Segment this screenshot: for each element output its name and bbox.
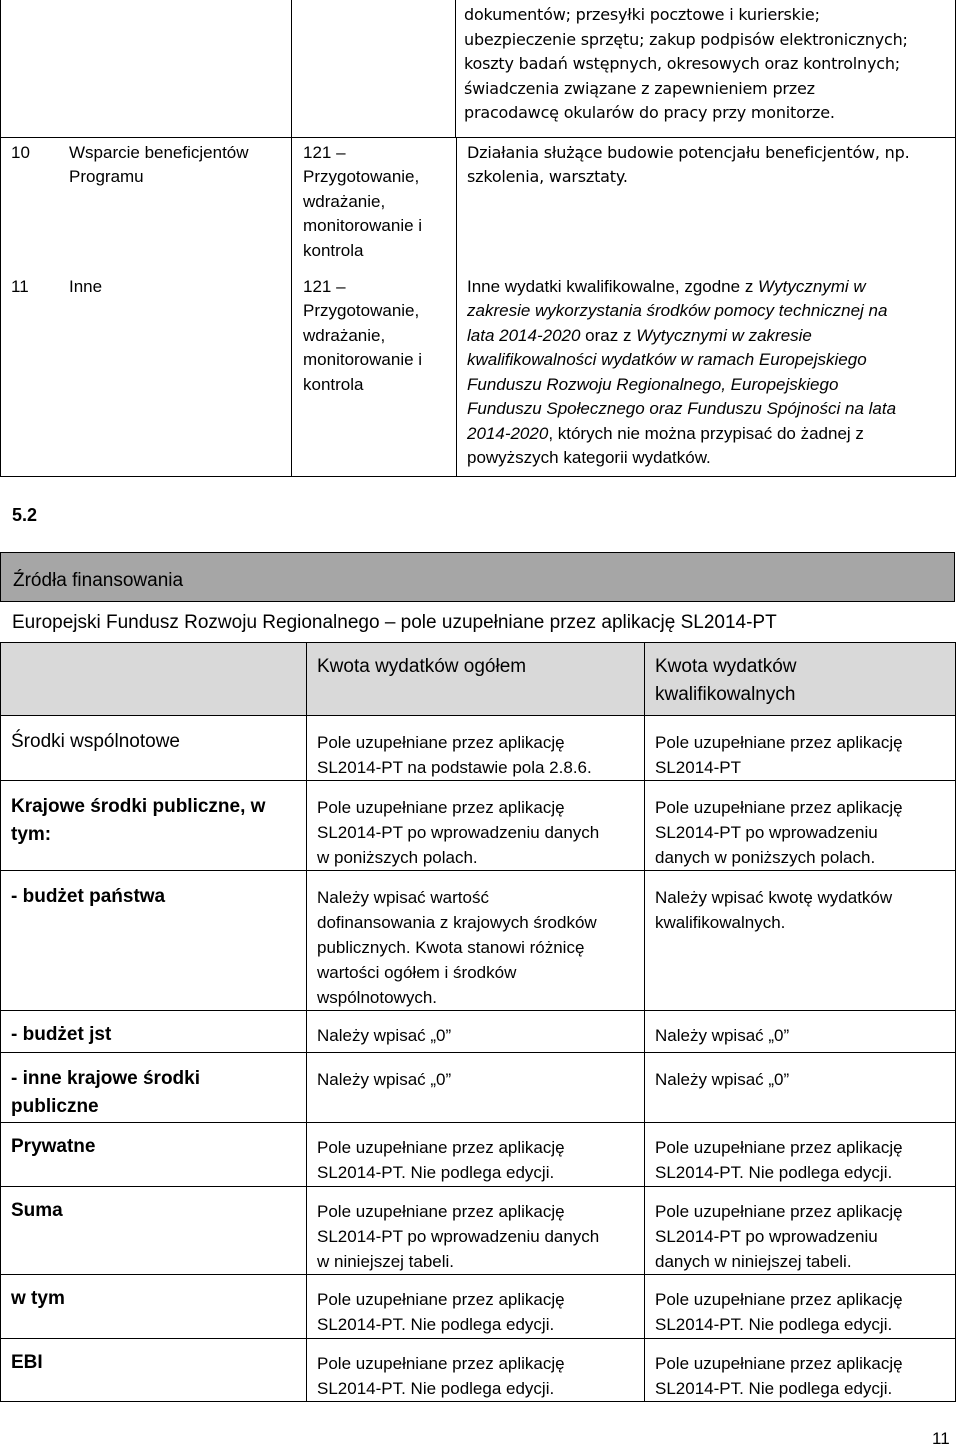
total-amount-note: Pole uzupełniane przez aplikację SL2014-PT. Nie podlega edycji. bbox=[307, 1339, 645, 1402]
eligible-amount-note: Pole uzupełniane przez aplikację SL2014-PT bbox=[645, 716, 956, 781]
row-label: Suma bbox=[1, 1187, 307, 1275]
total-amount-note: Pole uzupełniane przez aplikację SL2014-PT na podstawie pola 2.8.6. bbox=[307, 716, 645, 781]
total-amount-note: Pole uzupełniane przez aplikację SL2014-PT po wprowadzeniu danych w niniejszej tabeli. bbox=[307, 1187, 645, 1275]
category-name: Inne bbox=[69, 276, 103, 296]
funding-row bbox=[1, 716, 956, 781]
eligible-amount-note: Pole uzupełniane przez aplikację SL2014-PT po wprowadzeniu danych w niniejszej tabeli. bbox=[645, 1187, 956, 1275]
row-number: 10 bbox=[11, 142, 30, 162]
eligible-amount-note: Pole uzupełniane przez aplikację SL2014-PT. Nie podlega edycji. bbox=[645, 1123, 956, 1187]
header-blank bbox=[1, 643, 307, 716]
funding-sources-bar bbox=[0, 552, 955, 602]
row-label: w tym bbox=[1, 1275, 307, 1339]
total-amount-note: Należy wpisać „0” bbox=[307, 1011, 645, 1053]
funding-row bbox=[1, 1011, 956, 1053]
fund-line: Europejski Fundusz Rozwoju Regionalnego – pole uzupełniane przez aplikację SL2014-PT bbox=[12, 612, 777, 633]
total-amount-note: Należy wpisać „0” bbox=[307, 1053, 645, 1123]
header-eligible: Kwota wydatków kwalifikowalnych bbox=[645, 643, 956, 716]
funding-rows bbox=[1, 716, 956, 1402]
section-number: 5.2 bbox=[12, 505, 38, 525]
intervention-code: 121 – Przygotowanie, wdrażanie, monitorowanie i kontrola bbox=[303, 142, 423, 260]
row-label: Krajowe środki publiczne, w tym: bbox=[1, 781, 307, 871]
row-number: 11 bbox=[11, 276, 29, 296]
row-label: - budżet państwa bbox=[1, 871, 307, 1011]
funding-row bbox=[1, 1123, 956, 1187]
eligible-amount-note: Pole uzupełniane przez aplikację SL2014-PT po wprowadzeniu danych w poniższych polach. bbox=[645, 781, 956, 871]
assistance-categories-table bbox=[0, 0, 956, 477]
total-amount-note: Pole uzupełniane przez aplikację SL2014-PT. Nie podlega edycji. bbox=[307, 1123, 645, 1187]
continued-cell-left bbox=[1, 0, 292, 137]
continued-description-cell bbox=[456, 0, 956, 137]
funding-row bbox=[1, 1275, 956, 1339]
category-rows bbox=[1, 137, 956, 476]
funding-row bbox=[1, 1339, 956, 1402]
funding-sources-table bbox=[0, 642, 956, 1402]
eligible-amount-note: Należy wpisać kwotę wydatków kwalifikowalnych. bbox=[645, 871, 956, 1011]
funding-row bbox=[1, 1053, 956, 1123]
row-label: Środki wspólnotowe bbox=[1, 716, 307, 781]
row-label: - budżet jst bbox=[1, 1011, 307, 1053]
category-description: Inne wydatki kwalifikowalne, zgodne z Wytycznymi w zakresie wykorzystania środków pomocy technicznej na lata 2014-2020 oraz z Wytycznymi w zakresie kwalifikowalności wydatków w ramach Europejskiego Funduszu Rozwoju Regionalnego, Europejskiego Funduszu Społecznego oraz Funduszu Spójności na lata 2014-2020, których nie można przypisać do żadnej z powyższych kategorii wydatków. bbox=[467, 276, 897, 467]
eligible-amount-note: Pole uzupełniane przez aplikację SL2014-PT. Nie podlega edycji. bbox=[645, 1339, 956, 1402]
category-description: Działania służące budowie potencjału beneficjentów, np. szkolenia, warsztaty. bbox=[467, 142, 910, 186]
total-amount-note: Pole uzupełniane przez aplikację SL2014-PT. Nie podlega edycji. bbox=[307, 1275, 645, 1339]
row-label: EBI bbox=[1, 1339, 307, 1402]
funding-sources-title: Źródła finansowania bbox=[13, 570, 184, 591]
row-label: - inne krajowe środki publiczne bbox=[1, 1053, 307, 1123]
header-total: Kwota wydatków ogółem bbox=[307, 643, 645, 716]
continued-cell-mid bbox=[292, 0, 456, 137]
total-amount-note: Pole uzupełniane przez aplikację SL2014-PT po wprowadzeniu danych w poniższych polach. bbox=[307, 781, 645, 871]
page-number: 11 bbox=[932, 1429, 950, 1448]
row-label: Prywatne bbox=[1, 1123, 307, 1187]
eligible-amount-note: Należy wpisać „0” bbox=[645, 1053, 956, 1123]
continued-description: dokumentów; przesyłki pocztowe i kurierskie; ubezpieczenie sprzętu; zakup podpisów elektronicznych; koszty badań wstępnych, okresowych oraz kontrolnych; świadczenia związane z zapewnieniem przez pracodawcę okularów do pracy przy monitorze. bbox=[464, 5, 908, 122]
eligible-amount-note: Należy wpisać „0” bbox=[645, 1011, 956, 1053]
intervention-code: 121 – Przygotowanie, wdrażanie, monitorowanie i kontrola bbox=[303, 276, 423, 394]
eligible-amount-note: Pole uzupełniane przez aplikację SL2014-PT. Nie podlega edycji. bbox=[645, 1275, 956, 1339]
category-name: Wsparcie beneficjentów Programu bbox=[69, 142, 249, 186]
funding-row bbox=[1, 1187, 956, 1275]
funding-row bbox=[1, 871, 956, 1011]
funding-row bbox=[1, 781, 956, 871]
total-amount-note: Należy wpisać wartość dofinansowania z krajowych środków publicznych. Kwota stanowi różnicę wartości ogółem i środków wspólnotowych. bbox=[307, 871, 645, 1011]
